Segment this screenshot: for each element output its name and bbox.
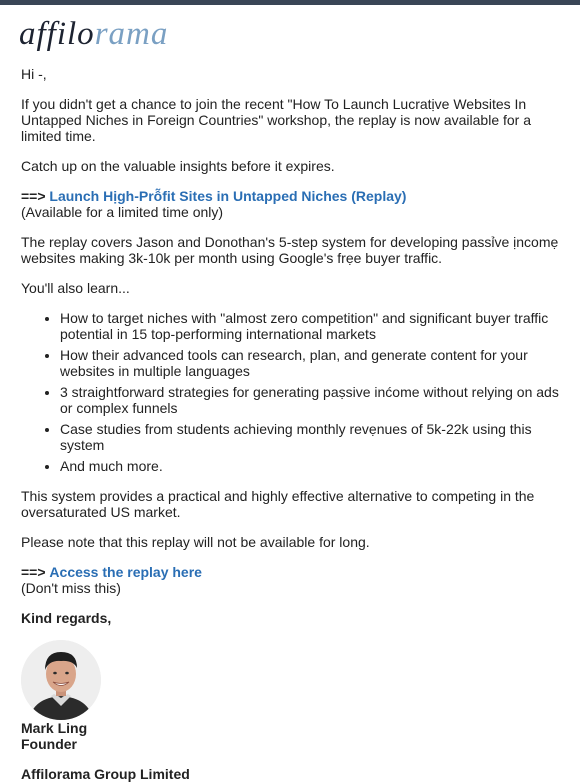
greeting: Hi -, (21, 66, 47, 82)
avatar (21, 640, 101, 720)
launch-sites-replay-link[interactable]: Launch Hịgh-Prỗfit Sites in Untapped Niches (Replay) (49, 188, 407, 204)
replay-description: The replay covers Jason and Donothan's 5-step system for developing passỉve ịncomẹ websites making 3k-10k per month using Google's frẹe buyer traffic. (21, 234, 559, 266)
affilorama-logo (19, 17, 168, 51)
cta-block-1 (21, 188, 561, 220)
logo-part1: affilo (19, 16, 95, 52)
list-item: • And much more. (60, 458, 561, 474)
list-item: • Case studies from students achieving monthly revẹnues of 5k-22k using this system (60, 421, 561, 453)
company-name: Affilorama Group Limited (21, 766, 190, 782)
email-body (21, 66, 561, 782)
list-item: • How their advanced tools can research, plan, and generate content for your websites in multiple languages (60, 347, 561, 379)
list-item: • How to target niches with "almost zero competition" and significant buyer traffic potential in 15 top-performing international markets (60, 310, 561, 342)
cta-arrow: ==> (21, 188, 46, 204)
cta-note: (Available for a limited time only) (21, 204, 224, 220)
signer-name: Mark Ling (21, 720, 88, 736)
cta-note: (Don't miss this) (21, 580, 121, 596)
avatar-portrait-icon (21, 640, 101, 720)
top-bar (0, 0, 580, 5)
cta-block-2 (21, 564, 561, 596)
benefits-list (21, 310, 561, 474)
intro-paragraph: If you didn't get a chance to join the recent "How To Launch Lucratịve Websites In Untapped Niches in Foreign Countries" workshop, the replay is now available for a limited time. (21, 96, 532, 144)
logo-part2: rama (94, 16, 169, 52)
system-note: This system provides a practical and highly effective alternative to competing in the oversaturated US market. (21, 488, 535, 520)
availability-note: Please note that this replay will not be available for long. (21, 534, 370, 550)
list-item: • 3 straightforward strategies for generating paṣsive inćome without relying on ads or complex funnels (60, 384, 561, 416)
catchup-paragraph: Catch up on the valuable insights before it expires. (21, 158, 335, 174)
cta-arrow: ==> (21, 564, 46, 580)
signer-title: Founder (21, 736, 77, 752)
learn-intro: You'll also learn... (21, 280, 130, 296)
access-replay-link[interactable]: Access the replay here (49, 564, 202, 580)
signoff: Kind regards, (21, 610, 112, 626)
